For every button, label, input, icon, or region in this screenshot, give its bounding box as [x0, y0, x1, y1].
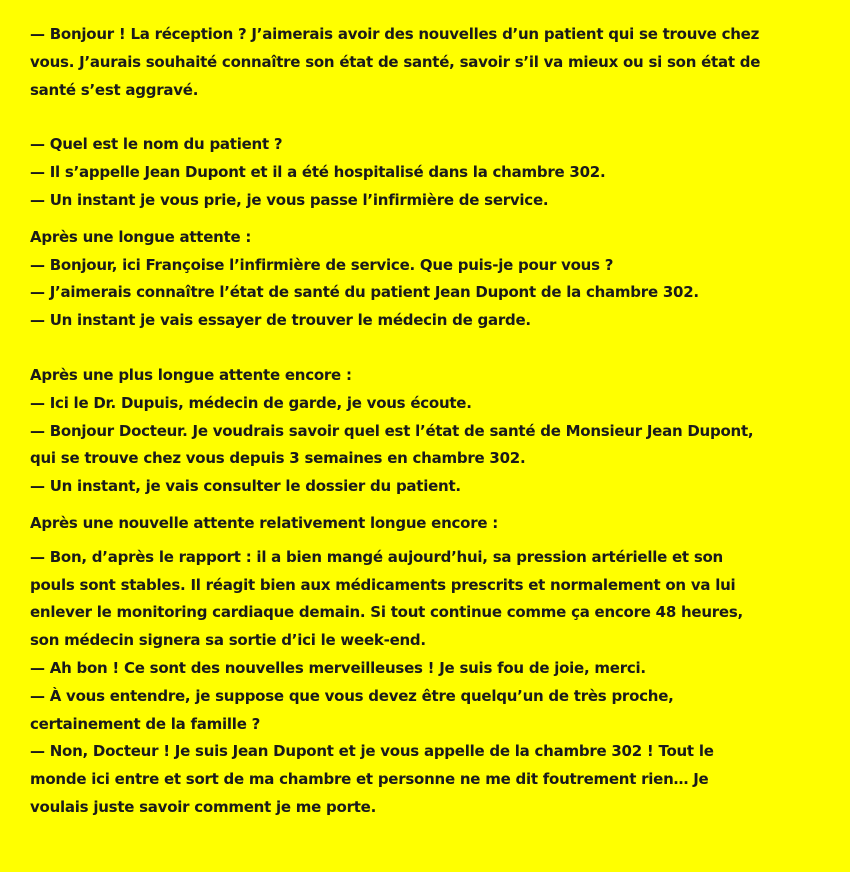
paragraph-nurse [30, 224, 830, 335]
text-line: pouls sont stables. Il réagit bien aux médicaments prescrits et normalement on va lui [30, 575, 736, 594]
text-line: santé s’est aggravé. [30, 80, 199, 99]
text-line: — Un instant je vous prie, je vous passe l’infirmière de service. [30, 190, 549, 209]
text-line: monde ici entre et sort de ma chambre et personne ne me dit foutrement rien… Je [30, 770, 709, 789]
paragraph-reception [30, 131, 830, 214]
text-line: qui se trouve chez vous depuis 3 semaines en chambre 302. [30, 449, 526, 468]
text-line: voulais juste savoir comment je me porte. [30, 797, 377, 816]
text-line: Après une nouvelle attente relativement longue encore : [30, 513, 498, 532]
text-line: — À vous entendre, je suppose que vous devez être quelqu’un de très proche, [30, 686, 674, 705]
text-line: Après une plus longue attente encore : [30, 365, 352, 384]
text-line: — Bonjour ! La réception ? J’aimerais avoir des nouvelles d’un patient qui se trouve chez [30, 25, 760, 43]
text-line: — Un instant, je vais consulter le dossier du patient. [30, 477, 461, 496]
paragraph-doctor [30, 362, 830, 501]
text-line: — Un instant je vais essayer de trouver le médecin de garde. [30, 311, 531, 330]
text-line: — Ici le Dr. Dupuis, médecin de garde, je vous écoute. [30, 393, 472, 412]
text-line: — Ah bon ! Ce sont des nouvelles merveilleuses ! Je suis fou de joie, merci. [30, 658, 646, 677]
text-line: — Il s’appelle Jean Dupont et il a été hospitalisé dans la chambre 302. [30, 163, 606, 182]
text-line: enlever le monitoring cardiaque demain. Si tout continue comme ça encore 48 heures, [30, 603, 743, 622]
text-line: — Bonjour, ici Françoise l’infirmière de service. Que puis-je pour vous ? [30, 255, 614, 274]
text-line: — Non, Docteur ! Je suis Jean Dupont et je vous appelle de la chambre 302 ! Tout le [30, 742, 714, 761]
text-line: Après une longue attente : [30, 227, 252, 246]
paragraph-request [30, 21, 830, 104]
text-line: — Quel est le nom du patient ? [30, 135, 283, 154]
paragraph-report [30, 544, 830, 822]
text-line: son médecin signera sa sortie d’ici le week-end. [30, 631, 426, 650]
paragraph-new-wait [30, 510, 830, 538]
text-line: certainement de la famille ? [30, 714, 261, 733]
text-line: — Bon, d’après le rapport : il a bien mangé aujourd’hui, sa pression artérielle et son [30, 547, 723, 566]
text-line: — Bonjour Docteur. Je voudrais savoir quel est l’état de santé de Monsieur Jean Dupont, [30, 421, 754, 440]
text-line: — J’aimerais connaître l’état de santé du patient Jean Dupont de la chambre 302. [30, 283, 699, 302]
text-line: vous. J’aurais souhaité connaître son état de santé, savoir s’il va mieux ou si son état de [30, 52, 761, 71]
